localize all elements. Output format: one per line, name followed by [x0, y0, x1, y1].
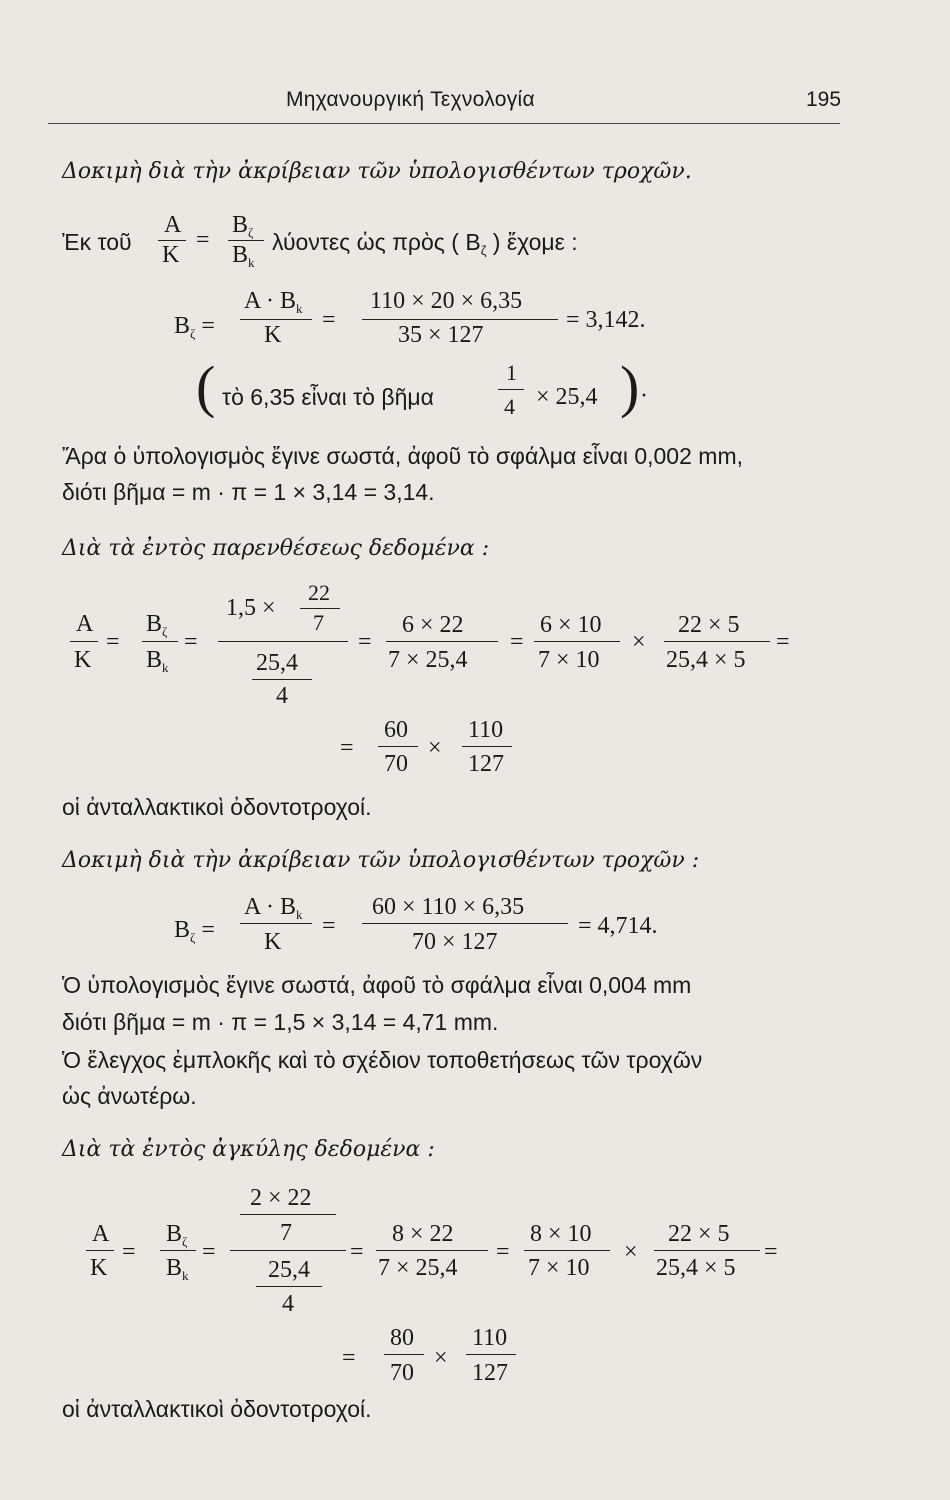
fraction-bar — [524, 1250, 610, 1251]
dot-b: · B — [260, 288, 297, 314]
chk-den: 70 × 127 — [412, 929, 498, 955]
t3-num: 22 × 5 — [678, 612, 740, 638]
chk-num: 60 × 110 × 6,35 — [372, 894, 525, 920]
r-num1: 60 — [384, 717, 408, 743]
r-num2: 110 — [472, 1325, 508, 1351]
b-letter: B — [174, 917, 191, 943]
equals: = — [496, 1239, 510, 1265]
equals: = — [322, 913, 336, 939]
paragraph-line: ὡς ἀνωτέρω. — [62, 1083, 197, 1109]
equals: = — [202, 1239, 216, 1265]
gears-line: οἱ ἀνταλλακτικοὶ ὀδοντοτροχοί. — [62, 1396, 372, 1422]
f2-result: = 3,142. — [566, 307, 646, 333]
fraction-bar — [386, 641, 498, 642]
cf-7: 7 — [313, 610, 324, 635]
fraction-bar — [300, 608, 340, 609]
fraction-bar — [384, 1354, 424, 1355]
fraction-bar — [664, 641, 770, 642]
equals: = — [342, 1345, 356, 1371]
fraction-bar — [462, 746, 512, 747]
equals: = — [340, 735, 354, 761]
fraction-bar — [240, 923, 312, 924]
frac-a: A — [76, 611, 94, 637]
t3-den: 25,4 × 5 — [666, 647, 746, 673]
equals: = — [196, 227, 210, 253]
cf-top: 1,5 × — [226, 595, 276, 621]
equals: = — [510, 629, 524, 655]
paragraph-line: Ἄρα ὁ ὑπολογισμὸς ἔγινε σωστά, ἀφοῦ τὸ σφάλμα εἶναι 0,002 mm, — [62, 443, 743, 469]
r-den1: 70 — [390, 1360, 414, 1386]
dot-b: · B — [260, 894, 297, 920]
cf-4: 4 — [282, 1291, 294, 1317]
frac-k: K — [74, 647, 92, 673]
cf-22: 22 — [308, 580, 330, 605]
fraction-bar — [70, 641, 98, 642]
frac-bz — [232, 213, 253, 239]
zeta-sub: ζ — [190, 930, 196, 945]
r-den2: 127 — [468, 751, 504, 777]
r-den2: 127 — [472, 1360, 508, 1386]
b-letter: B — [232, 212, 249, 238]
note-one: 1 — [506, 360, 517, 385]
cf-4: 4 — [276, 683, 288, 709]
equals: = — [106, 629, 120, 655]
times: × — [632, 629, 646, 655]
f2-rhs-den: 35 × 127 — [398, 322, 484, 348]
zeta-sub: ζ — [190, 326, 196, 341]
right-paren: ) — [620, 354, 640, 419]
paragraph-line: διότι βῆμα = m · π = 1,5 × 3,14 = 4,71 mm. — [62, 1009, 499, 1035]
fraction-bar — [240, 1214, 336, 1215]
intro-suffix: λύοντες ὡς πρὸς ( Β — [272, 229, 481, 255]
frac-a: A — [92, 1221, 110, 1247]
chk-lhs-den: K — [264, 929, 282, 955]
paragraph-line: διότι βῆμα = m · π = 1 × 3,14 = 3,14. — [62, 479, 435, 505]
t1-den: 7 × 25,4 — [378, 1255, 458, 1281]
fraction-bar — [362, 319, 558, 320]
k-sub: k — [248, 255, 255, 270]
frac-bk — [146, 648, 169, 674]
equals: = — [122, 1239, 136, 1265]
intro-text — [272, 231, 578, 257]
section-heading-brackets: Διὰ τὰ ἐντὸς ἀγκύλης δεδομένα : — [62, 1137, 435, 1162]
r-num2: 110 — [468, 717, 504, 743]
equals: = — [776, 629, 790, 655]
running-header-title: Μηχανουργική Τεχνολογία — [286, 88, 535, 111]
fraction-bar — [240, 319, 312, 320]
gears-line: οἱ ἀνταλλακτικοὶ ὀδοντοτροχοί. — [62, 794, 372, 820]
note-tail: × 25,4 — [536, 384, 598, 410]
r-num1: 80 — [390, 1325, 414, 1351]
cf-top: 2 × 22 — [250, 1185, 312, 1211]
paragraph-line: Ὁ ὑπολογισμὸς ἔγινε σωστά, ἀφοῦ τὸ σφάλμα εἶναι 0,004 mm — [62, 972, 692, 998]
frac-k: K — [90, 1255, 108, 1281]
frac-bz — [146, 612, 167, 638]
times: × — [434, 1345, 448, 1371]
equals: = — [350, 1239, 364, 1265]
section-heading-parentheses: Διὰ τὰ ἐντὸς παρενθέσεως δεδομένα : — [62, 536, 490, 561]
t3-num: 22 × 5 — [668, 1221, 730, 1247]
bz-lhs: $B_\zeta$ = — [174, 917, 215, 945]
f2-rhs-num: 110 × 20 × 6,35 — [370, 288, 523, 314]
note-dot: · — [640, 383, 648, 409]
fraction-bar — [466, 1354, 516, 1355]
header-rule — [48, 123, 840, 124]
times: × — [428, 735, 442, 761]
fraction-bar — [362, 923, 568, 924]
chk-result: = 4,714. — [578, 913, 658, 939]
cf-den: 25,4 — [268, 1257, 310, 1283]
k-sub: k — [296, 907, 303, 922]
b-letter: B — [166, 1221, 183, 1247]
f2-num — [244, 289, 303, 315]
frac-bz — [166, 1222, 187, 1248]
cf-den: 25,4 — [256, 650, 298, 676]
a-letter: A — [244, 288, 261, 314]
fraction-bar — [228, 240, 264, 241]
intro-prefix: Ἐκ τοῦ — [62, 229, 132, 255]
t3-den: 25,4 × 5 — [656, 1255, 736, 1281]
equals: = — [764, 1239, 778, 1265]
fraction-bar — [160, 1250, 196, 1251]
fraction-bar — [376, 1250, 488, 1251]
t1-num: 8 × 22 — [392, 1221, 454, 1247]
t2-den: 7 × 10 — [528, 1255, 590, 1281]
intro-sub: ζ — [480, 243, 487, 258]
k-sub: k — [182, 1268, 189, 1283]
chk-lhs-num — [244, 895, 303, 921]
section-heading-check: Δοκιμὴ διὰ τὴν ἀκρίβειαν τῶν ὑπολογισθέντων τροχῶν : — [62, 848, 700, 873]
t1-num: 6 × 22 — [402, 612, 464, 638]
fraction-bar — [86, 1250, 114, 1251]
left-paren: ( — [196, 354, 216, 419]
k-sub: k — [162, 660, 169, 675]
cf-7: 7 — [280, 1220, 292, 1246]
section-heading-check: Δοκιμὴ διὰ τὴν ἀκρίβειαν τῶν ὑπολογισθέντων τροχῶν. — [62, 159, 692, 184]
fraction-bar — [654, 1250, 760, 1251]
zeta-sub: ζ — [248, 225, 254, 240]
a-letter: A — [244, 894, 261, 920]
intro-end: ) ἔχομε : — [486, 229, 578, 255]
fraction-bar — [142, 641, 178, 642]
t2-num: 8 × 10 — [530, 1221, 592, 1247]
note-four: 4 — [504, 394, 515, 419]
frac-bk — [166, 1256, 189, 1282]
frac-k: K — [162, 242, 180, 268]
fraction-bar — [378, 746, 418, 747]
t2-den: 7 × 10 — [538, 647, 600, 673]
zeta-sub: ζ — [182, 1234, 188, 1249]
r-den1: 70 — [384, 751, 408, 777]
fraction-bar — [498, 389, 524, 390]
b-letter: B — [146, 611, 163, 637]
t1-den: 7 × 25,4 — [388, 647, 468, 673]
f2-den: K — [264, 322, 282, 348]
t2-num: 6 × 10 — [540, 612, 602, 638]
fraction-bar — [252, 679, 312, 680]
frac-a: A — [164, 212, 182, 238]
fraction-bar — [256, 1286, 322, 1287]
equals: = — [184, 629, 198, 655]
fraction-bar — [158, 240, 186, 241]
page-number: 195 — [806, 88, 842, 111]
b-letter: B — [174, 313, 191, 339]
b-letter: B — [166, 1255, 183, 1281]
zeta-sub: ζ — [162, 624, 168, 639]
times: × — [624, 1239, 638, 1265]
frac-bk — [232, 243, 255, 269]
b-letter: B — [146, 647, 163, 673]
fraction-bar — [534, 641, 620, 642]
note-text: τὸ 6,35 εἶναι τὸ βῆμα — [222, 384, 434, 410]
fraction-bar — [230, 1250, 346, 1251]
bz-lhs: $B_\zeta$ = — [174, 313, 215, 341]
paragraph-line: Ὁ ἔλεγχος ἐμπλοκῆς καὶ τὸ σχέδιον τοποθετήσεως τῶν τροχῶν — [62, 1047, 703, 1073]
equals: = — [358, 629, 372, 655]
b-letter: B — [232, 242, 249, 268]
k-sub: k — [296, 301, 303, 316]
fraction-bar — [218, 641, 348, 642]
equals: = — [322, 307, 336, 333]
